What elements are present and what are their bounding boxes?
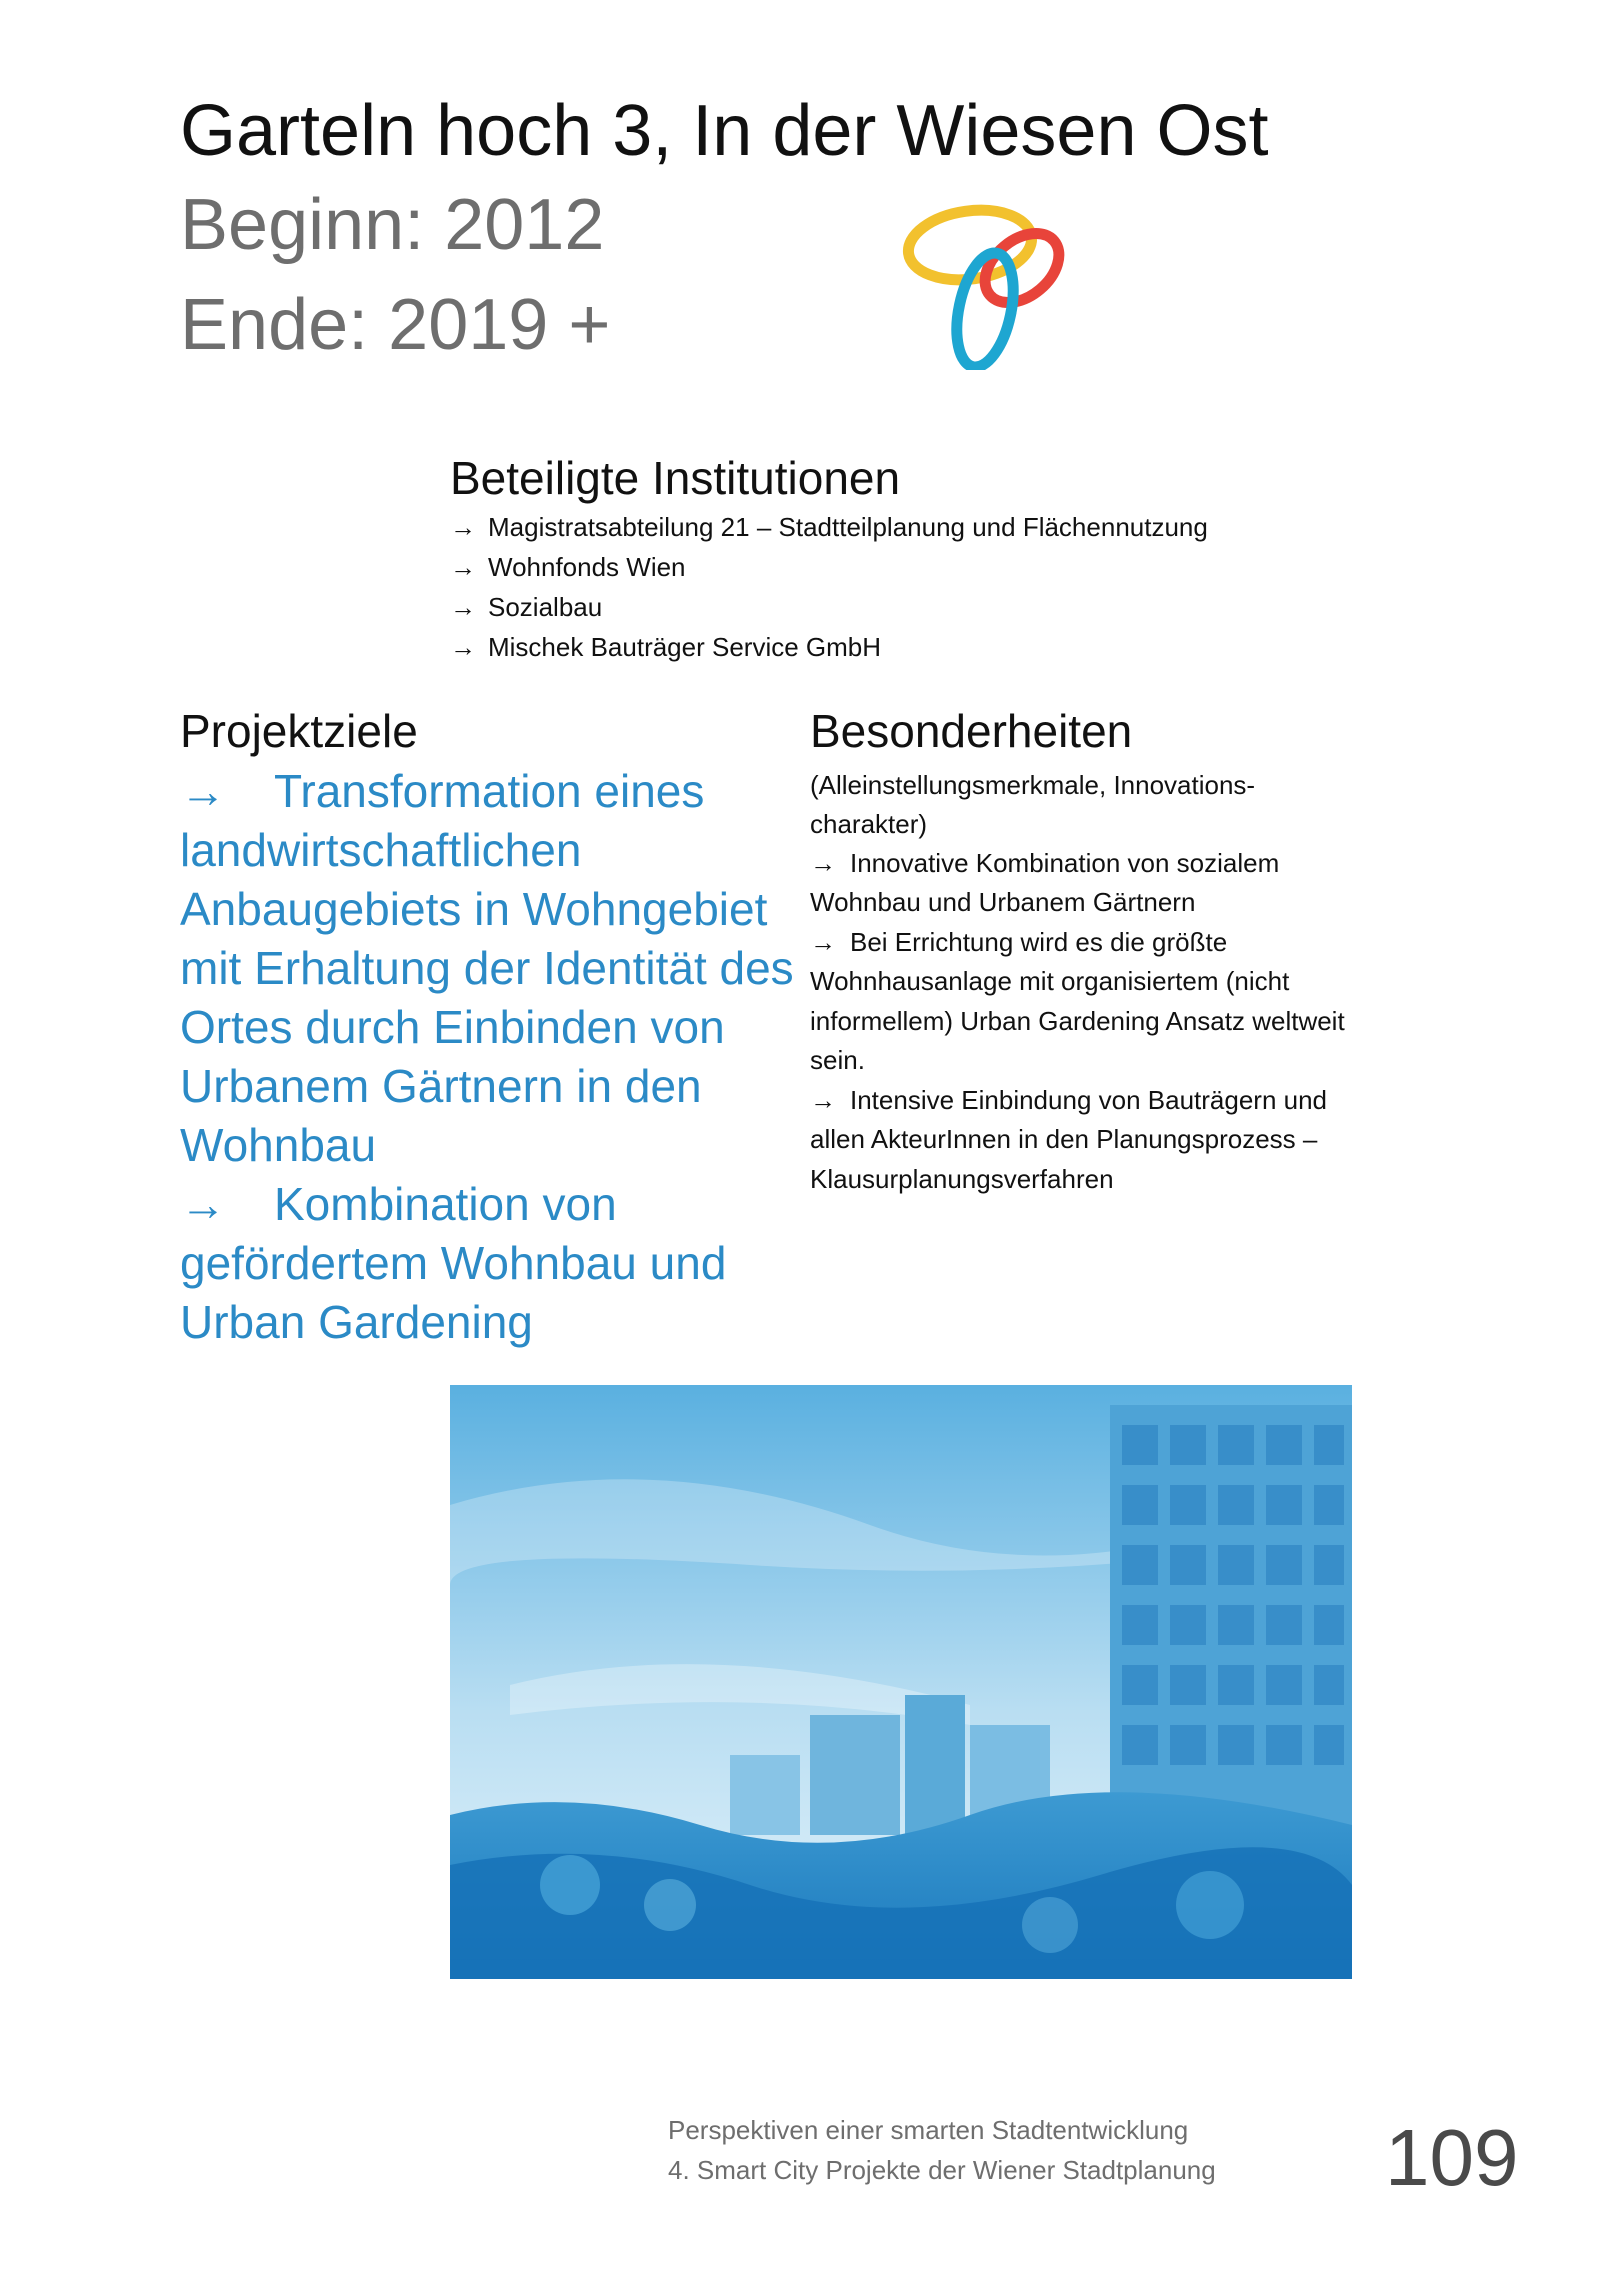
institutions-section: [450, 452, 1350, 667]
special-item: → Innovative Kombination von sozialem Wohnbau und Urbanem Gärtnern: [810, 844, 1370, 923]
arrow-right-icon: →: [450, 511, 476, 542]
arrow-right-icon: →: [810, 1084, 836, 1115]
goal-item: → Transformation eines landwirtschaftlichen Anbaugebiets in Wohngebiet mit Erhaltung der Identität des Ortes durch Einbinden von Urbanem Gärtnern in den Wohnbau: [180, 762, 805, 1175]
institution-item: → Mischek Bauträger Service GmbH: [450, 627, 1350, 667]
goal-item: → Kombination von gefördertem Wohnbau und Urban Gardening: [180, 1175, 805, 1352]
special-item: → Intensive Einbindung von Bauträgern und allen AkteurInnen in den Planungsprozess – Klausurplanungsverfahren: [810, 1081, 1370, 1200]
arrow-right-icon: →: [180, 1177, 226, 1230]
project-goals-section: [180, 705, 805, 1352]
project-rendering-photo: [450, 1385, 1352, 1979]
special-item: → Bei Errichtung wird es die größte Wohnhausanlage mit organisiertem (nicht informellem) Urban Gardening Ansatz weltweit sein.: [810, 923, 1370, 1081]
institution-item: → Sozialbau: [450, 587, 1350, 627]
page-number: 109: [1385, 2113, 1519, 2202]
end-date: Ende: 2019 +: [180, 285, 611, 365]
institution-item: → Magistratsabteilung 21 – Stadtteilplanung und Flächennutzung: [450, 507, 1350, 547]
special-subtitle: (Alleinstellungsmerkmale, Innovations-charakter): [810, 769, 1256, 839]
page-title: Garteln hoch 3, In der Wiesen Ost: [180, 91, 1269, 171]
footer: [668, 2110, 1216, 2190]
three-rings-logo-icon: [900, 190, 1080, 370]
footer-line-1: Perspektiven einer smarten Stadtentwicklung: [668, 2115, 1189, 2145]
begin-date: Beginn: 2012: [180, 185, 605, 265]
arrow-right-icon: →: [810, 926, 836, 957]
arrow-right-icon: →: [450, 591, 476, 622]
institution-item: → Wohnfonds Wien: [450, 547, 1350, 587]
special-features-section: [810, 705, 1370, 1199]
arrow-right-icon: →: [450, 631, 476, 662]
institutions-heading: Beteiligte Institutionen: [450, 452, 901, 504]
footer-line-2: 4. Smart City Projekte der Wiener Stadtplanung: [668, 2155, 1216, 2185]
special-heading: Besonderheiten: [810, 705, 1133, 757]
arrow-right-icon: →: [810, 847, 836, 878]
goals-heading: Projektziele: [180, 705, 418, 757]
arrow-right-icon: →: [450, 551, 476, 582]
arrow-right-icon: →: [180, 764, 226, 817]
